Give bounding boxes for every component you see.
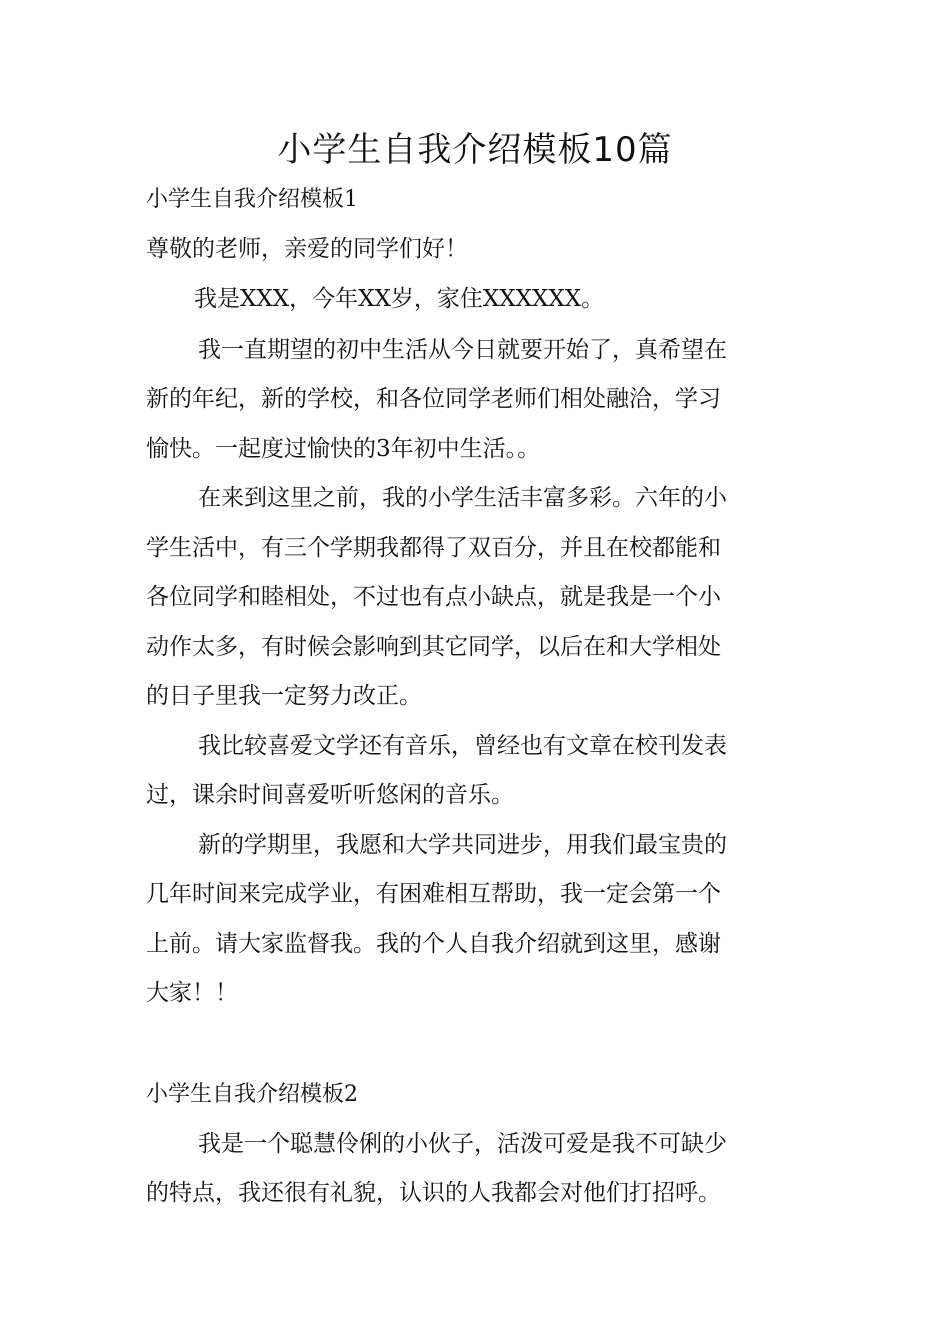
paragraph-line: 几年时间来完成学业，有困难相互帮助，我一定会第一个 (146, 881, 721, 907)
paragraph-line: 大家！！ (146, 980, 238, 1006)
paragraph-line: 学生活中，有三个学期我都得了双百分，并且在校都能和 (146, 535, 721, 561)
paragraph-line: 我一直期望的初中生活从今日就要开始了，真希望在 (198, 337, 727, 363)
section-heading-1: 小学生自我介绍模板1 (146, 187, 358, 212)
document-title: 小学生自我介绍模板10篇 (277, 130, 673, 170)
paragraph-line: 动作太多，有时候会影响到其它同学，以后在和大学相处 (146, 634, 721, 660)
paragraph-line: 的日子里我一定努力改正。 (146, 683, 422, 709)
paragraph-line: 新的年纪，新的学校，和各位同学老师们相处融洽，学习 (146, 386, 721, 412)
paragraph-line: 在来到这里之前，我的小学生活丰富多彩。六年的小 (198, 485, 727, 511)
paragraph-line: 的特点，我还很有礼貌，认识的人我都会对他们打招呼。 (146, 1180, 721, 1206)
paragraph-line: 我比较喜爱文学还有音乐，曾经也有文章在校刊发表 (198, 733, 727, 759)
paragraph-line: 尊敬的老师，亲爱的同学们好！ (146, 236, 468, 262)
paragraph-line: 我是一个聪慧伶俐的小伙子，活泼可爱是我不可缺少 (198, 1131, 727, 1157)
section-heading-2: 小学生自我介绍模板2 (146, 1082, 358, 1107)
paragraph-line: 愉快。一起度过愉快的3年初中生活。。 (146, 436, 541, 462)
paragraph-line: 过，课余时间喜爱听听悠闲的音乐。 (146, 782, 514, 808)
paragraph-line: 新的学期里，我愿和大学共同进步，用我们最宝贵的 (198, 832, 727, 858)
paragraph-line: 我是XXX，今年XX岁，家住XXXXXX。 (194, 286, 605, 312)
paragraph-line: 各位同学和睦相处，不过也有点小缺点，就是我是一个小 (146, 584, 721, 610)
paragraph-line: 上前。请大家监督我。我的个人自我介绍就到这里，感谢 (146, 931, 721, 957)
